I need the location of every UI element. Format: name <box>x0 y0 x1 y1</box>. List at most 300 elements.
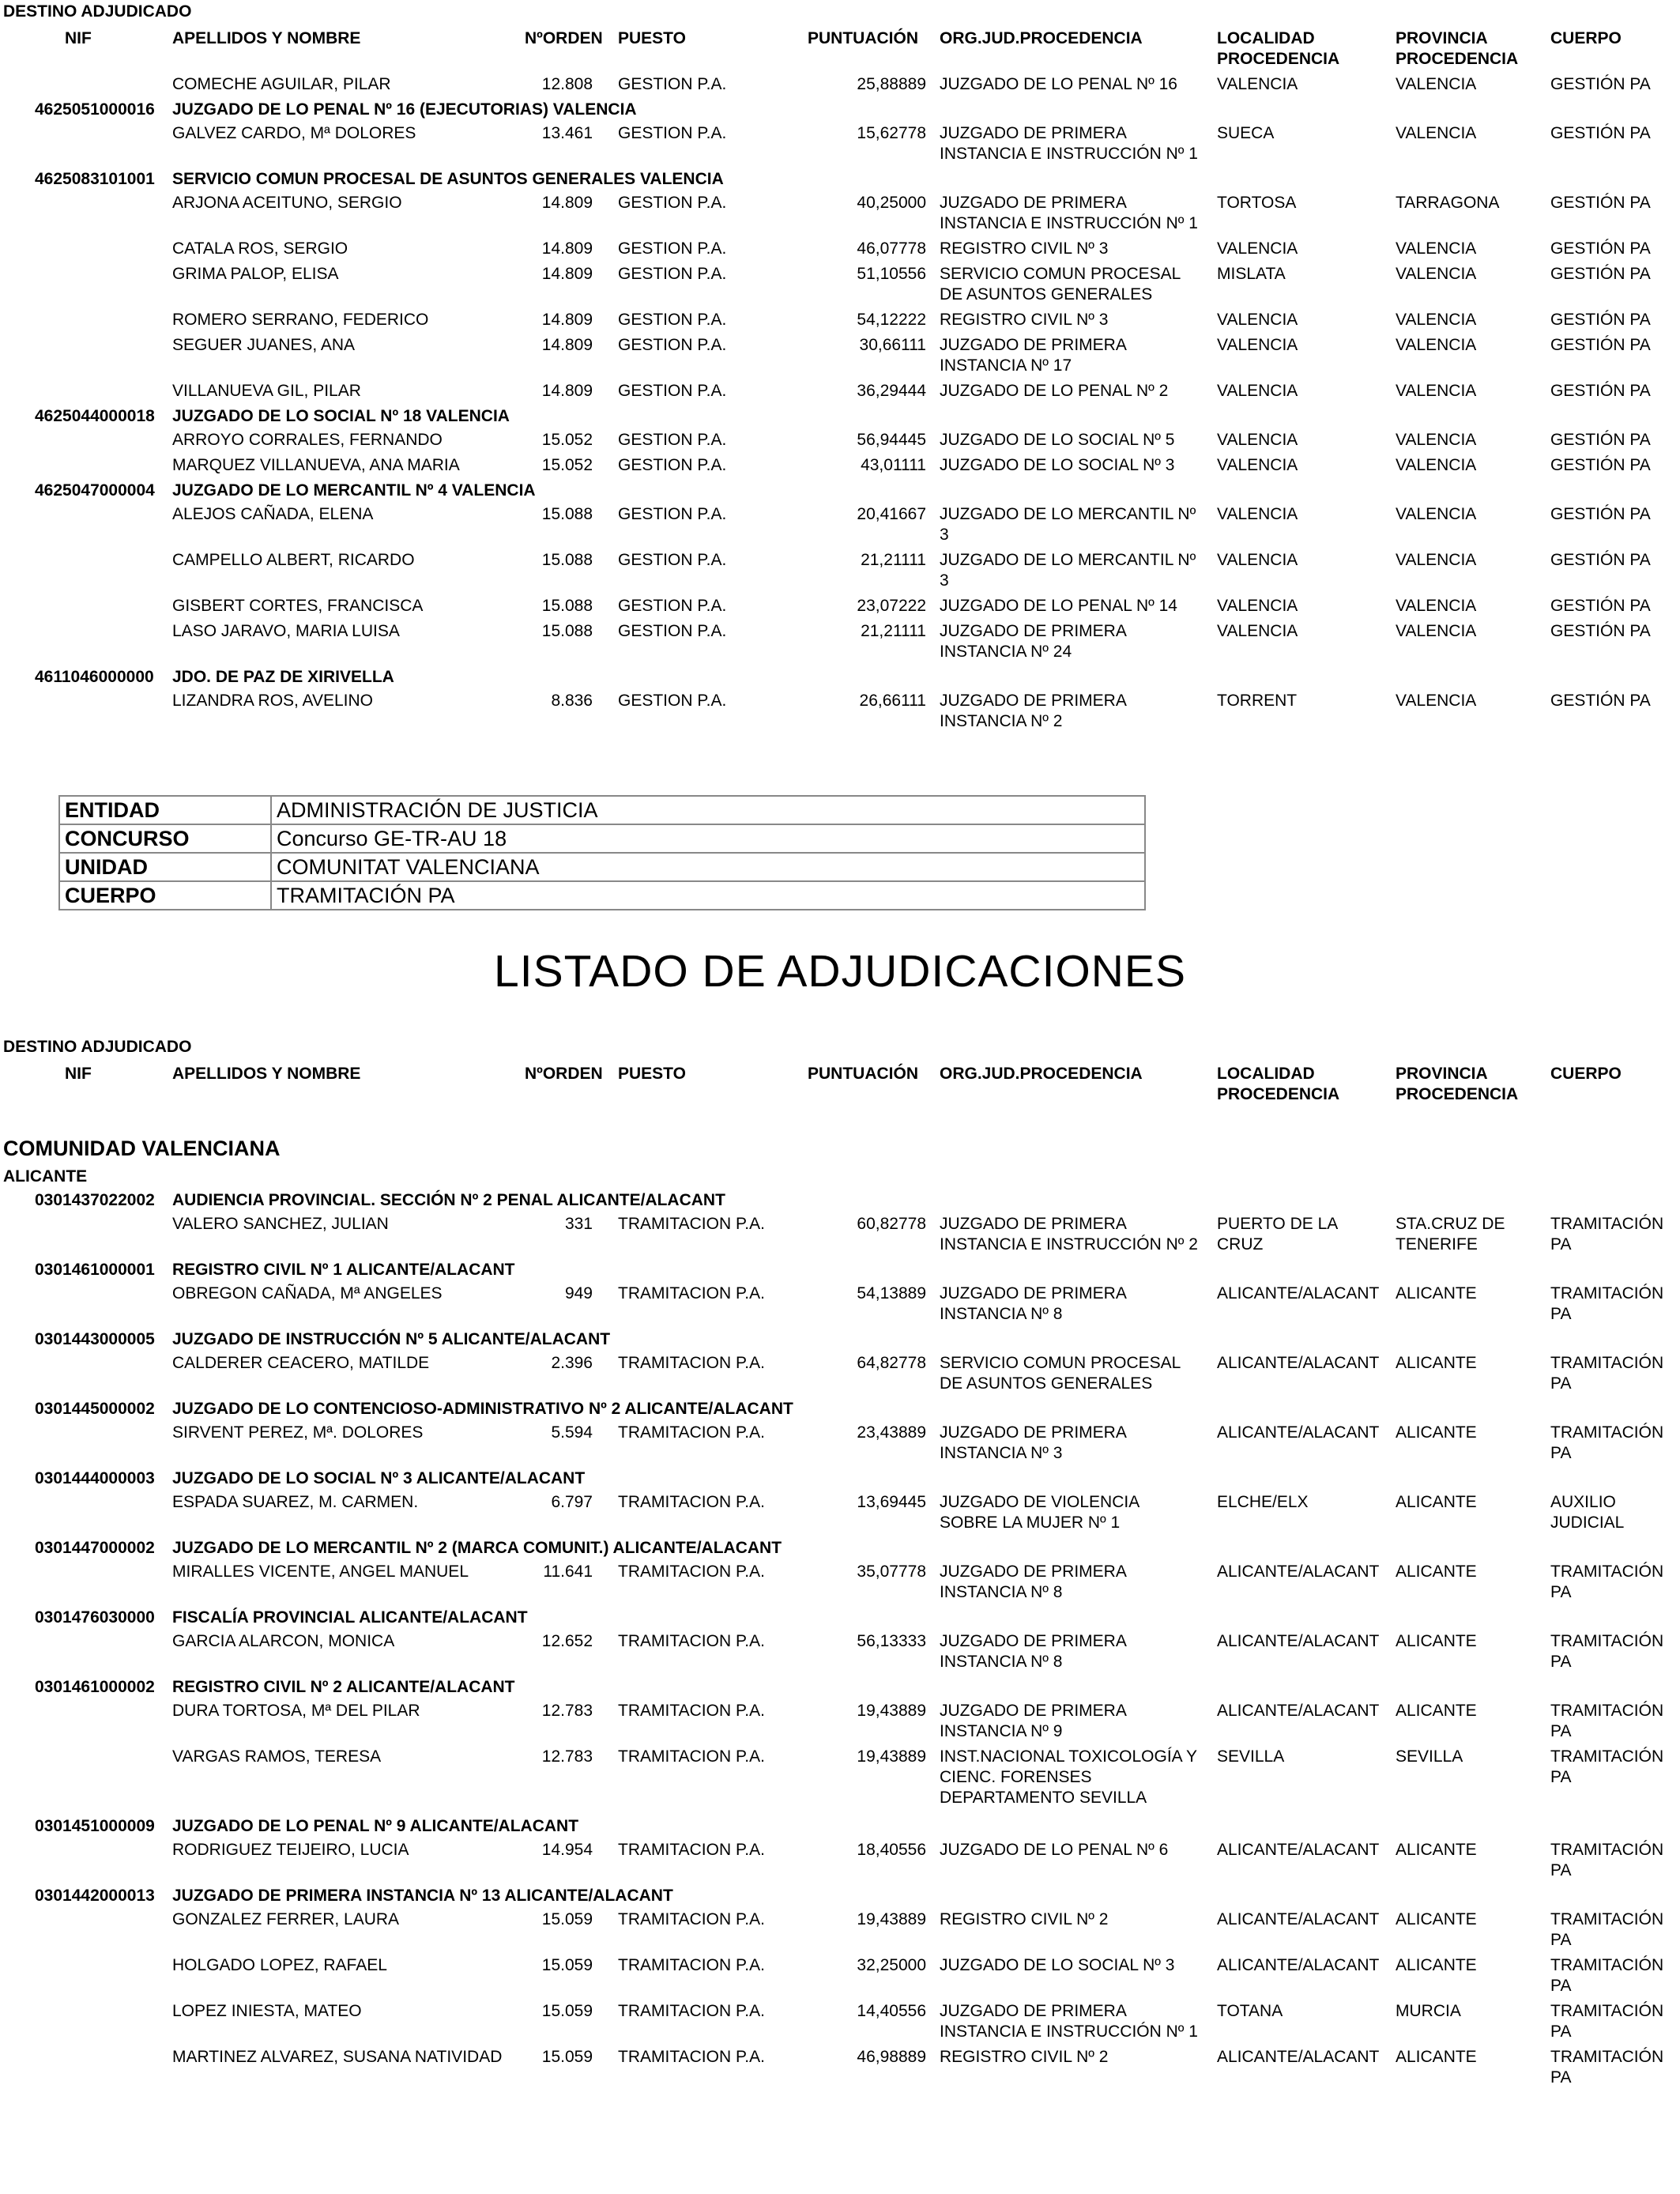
cell-puesto: TRAMITACION P.A. <box>618 1956 765 1974</box>
cell-puesto: TRAMITACION P.A. <box>618 1841 765 1859</box>
dest-nif: 0301443000005 <box>35 1330 155 1348</box>
cell-cuerpo: GESTIÓN PA <box>1550 551 1651 569</box>
cell-org: JUZGADO DE LO PENAL Nº 2 <box>940 382 1169 400</box>
cell-localidad: TOTANA <box>1217 2002 1283 2020</box>
cell-cuerpo: TRAMITACIÓN <box>1550 2048 1664 2066</box>
cell-puntuacion: 60,82778 <box>857 1215 926 1233</box>
cell-cuerpo: PA <box>1550 2068 1572 2087</box>
dest-nif: 4625047000004 <box>35 481 155 499</box>
cell-puesto: GESTION P.A. <box>618 692 727 710</box>
info-key: CONCURSO <box>59 824 271 853</box>
cell-nombre: MARQUEZ VILLANUEVA, ANA MARIA <box>172 456 460 474</box>
cell-org: INST.NACIONAL TOXICOLOGÍA Y <box>940 1747 1197 1766</box>
cell-localidad: VALENCIA <box>1217 505 1298 523</box>
region-heading: COMUNIDAD VALENCIANA <box>3 1137 281 1160</box>
cell-orden: 12.808 <box>541 75 593 93</box>
cell-nombre: VILLANUEVA GIL, PILAR <box>172 382 361 400</box>
cell-puesto: TRAMITACION P.A. <box>618 1215 765 1233</box>
cell-puesto: TRAMITACION P.A. <box>618 1702 765 1720</box>
cell-cuerpo: PA <box>1550 1235 1572 1253</box>
col-header-nombre-2: APELLIDOS Y NOMBRE <box>172 1065 361 1083</box>
dest-nif: 0301461000002 <box>35 1678 155 1696</box>
dest-nif: 0301437022002 <box>35 1191 155 1209</box>
cell-puesto: GESTION P.A. <box>618 551 727 569</box>
cell-localidad: ALICANTE/ALACANT <box>1217 1910 1380 1928</box>
cell-puesto: GESTION P.A. <box>618 311 727 329</box>
cell-orden: 12.652 <box>541 1632 593 1650</box>
cell-puesto: GESTION P.A. <box>618 124 727 142</box>
dest-nif: 0301445000002 <box>35 1400 155 1418</box>
cell-org: INSTANCIA E INSTRUCCIÓN Nº 1 <box>940 145 1198 163</box>
cell-puntuacion: 46,98889 <box>857 2048 926 2066</box>
cell-provincia: VALENCIA <box>1396 456 1477 474</box>
col-header-cuerpo-2: CUERPO <box>1550 1065 1622 1083</box>
cell-puntuacion: 25,88889 <box>857 75 926 93</box>
cell-nombre: GISBERT CORTES, FRANCISCA <box>172 597 424 615</box>
col-header-provincia-3: PROVINCIA <box>1396 1065 1488 1083</box>
cell-provincia: TARRAGONA <box>1396 194 1500 212</box>
cell-puesto: TRAMITACION P.A. <box>618 1493 765 1511</box>
cell-cuerpo: TRAMITACIÓN <box>1550 1956 1664 1974</box>
cell-provincia: VALENCIA <box>1396 505 1477 523</box>
cell-puntuacion: 40,25000 <box>857 194 926 212</box>
cell-nombre: CATALA ROS, SERGIO <box>172 239 348 258</box>
cell-orden: 14.809 <box>541 336 593 354</box>
dest-name: FISCALÍA PROVINCIAL ALICANTE/ALACANT <box>172 1608 528 1627</box>
cell-provincia: ALICANTE <box>1396 1841 1477 1859</box>
cell-org: JUZGADO DE PRIMERA <box>940 1284 1127 1302</box>
dest-nif: 0301476030000 <box>35 1608 155 1627</box>
cell-puntuacion: 35,07778 <box>857 1563 926 1581</box>
col-header-nif-2: NIF <box>65 1065 92 1083</box>
cell-cuerpo: GESTIÓN PA <box>1550 431 1651 449</box>
cell-localidad: SUECA <box>1217 124 1275 142</box>
cell-puntuacion: 36,29444 <box>857 382 926 400</box>
cell-provincia: ALICANTE <box>1396 1493 1477 1511</box>
cell-localidad: VALENCIA <box>1217 456 1298 474</box>
cell-provincia: ALICANTE <box>1396 1563 1477 1581</box>
cell-puesto: TRAMITACION P.A. <box>618 1284 765 1302</box>
cell-puntuacion: 21,21111 <box>861 622 926 640</box>
cell-localidad: ALICANTE/ALACANT <box>1217 1354 1380 1372</box>
cell-org: JUZGADO DE PRIMERA <box>940 194 1127 212</box>
cell-orden: 15.088 <box>541 551 593 569</box>
cell-cuerpo: PA <box>1550 1931 1572 1949</box>
cell-nombre: CAMPELLO ALBERT, RICARDO <box>172 551 415 569</box>
cell-puntuacion: 19,43889 <box>857 1747 926 1766</box>
cell-orden: 2.396 <box>551 1354 593 1372</box>
cell-provincia: VALENCIA <box>1396 124 1477 142</box>
cell-nombre: OBREGON CAÑADA, Mª ANGELES <box>172 1284 443 1302</box>
cell-provincia: VALENCIA <box>1396 622 1477 640</box>
cell-org: INSTANCIA E INSTRUCCIÓN Nº 2 <box>940 1235 1198 1253</box>
destino-label-2: DESTINO ADJUDICADO <box>3 1038 192 1056</box>
cell-cuerpo: PA <box>1550 1374 1572 1393</box>
cell-cuerpo: GESTIÓN PA <box>1550 75 1651 93</box>
info-row <box>59 824 1145 853</box>
col-header-cuerpo: CUERPO <box>1550 29 1622 47</box>
cell-nombre: ESPADA SUAREZ, M. CARMEN. <box>172 1493 419 1511</box>
cell-nombre: LIZANDRA ROS, AVELINO <box>172 692 374 710</box>
cell-provincia: VALENCIA <box>1396 311 1477 329</box>
col-header-provincia-2: PROCEDENCIA <box>1396 50 1519 68</box>
cell-provincia: VALENCIA <box>1396 431 1477 449</box>
cell-provincia: ALICANTE <box>1396 2048 1477 2066</box>
dest-name: JUZGADO DE LO CONTENCIOSO-ADMINISTRATIVO Nº 2 ALICANTE/ALACANT <box>172 1400 793 1418</box>
info-value: ADMINISTRACIÓN DE JUSTICIA <box>271 796 1145 824</box>
cell-cuerpo: GESTIÓN PA <box>1550 124 1651 142</box>
cell-cuerpo: TRAMITACIÓN <box>1550 1354 1664 1372</box>
cell-org: JUZGADO DE LO SOCIAL Nº 5 <box>940 431 1175 449</box>
dest-name: JUZGADO DE LO SOCIAL Nº 3 ALICANTE/ALACANT <box>172 1469 586 1487</box>
cell-puesto: GESTION P.A. <box>618 382 727 400</box>
col-header-localidad-4: PROCEDENCIA <box>1217 1085 1340 1103</box>
cell-nombre: RODRIGUEZ TEIJEIRO, LUCIA <box>172 1841 409 1859</box>
dest-name: JUZGADO DE LO MERCANTIL Nº 4 VALENCIA <box>172 481 536 499</box>
cell-cuerpo: TRAMITACIÓN <box>1550 1910 1664 1928</box>
cell-localidad: VALENCIA <box>1217 336 1298 354</box>
cell-org: JUZGADO DE PRIMERA <box>940 1423 1127 1442</box>
cell-org: JUZGADO DE PRIMERA <box>940 692 1127 710</box>
dest-name: REGISTRO CIVIL Nº 1 ALICANTE/ALACANT <box>172 1261 515 1279</box>
dest-nif: 0301461000001 <box>35 1261 155 1279</box>
cell-nombre: SEGUER JUANES, ANA <box>172 336 356 354</box>
cell-provincia: ALICANTE <box>1396 1702 1477 1720</box>
cell-localidad: PUERTO DE LA <box>1217 1215 1339 1233</box>
cell-cuerpo: PA <box>1550 1583 1572 1601</box>
cell-puntuacion: 20,41667 <box>857 505 926 523</box>
cell-localidad: ALICANTE/ALACANT <box>1217 1632 1380 1650</box>
cell-nombre: VARGAS RAMOS, TERESA <box>172 1747 382 1766</box>
col-header-localidad-3: LOCALIDAD <box>1217 1065 1315 1083</box>
cell-cuerpo: PA <box>1550 1768 1572 1786</box>
cell-provincia: SEVILLA <box>1396 1747 1463 1766</box>
cell-orden: 5.594 <box>551 1423 593 1442</box>
cell-cuerpo: GESTIÓN PA <box>1550 382 1651 400</box>
cell-nombre: GALVEZ CARDO, Mª DOLORES <box>172 124 416 142</box>
cell-cuerpo: TRAMITACIÓN <box>1550 1284 1664 1302</box>
cell-puntuacion: 32,25000 <box>857 1956 926 1974</box>
cell-localidad: MISLATA <box>1217 265 1286 283</box>
cell-puntuacion: 43,01111 <box>861 456 926 474</box>
dest-name: JDO. DE PAZ DE XIRIVELLA <box>172 668 394 686</box>
cell-puesto: TRAMITACION P.A. <box>618 1910 765 1928</box>
info-key: UNIDAD <box>59 853 271 881</box>
cell-org: JUZGADO DE PRIMERA <box>940 336 1127 354</box>
cell-localidad: ALICANTE/ALACANT <box>1217 1563 1380 1581</box>
dest-nif: 0301442000013 <box>35 1887 155 1905</box>
cell-cuerpo: GESTIÓN PA <box>1550 265 1651 283</box>
cell-localidad: ELCHE/ELX <box>1217 1493 1309 1511</box>
cell-orden: 15.052 <box>541 431 593 449</box>
cell-orden: 15.052 <box>541 456 593 474</box>
cell-org: JUZGADO DE PRIMERA <box>940 1702 1127 1720</box>
col-header-provincia-4: PROCEDENCIA <box>1396 1085 1519 1103</box>
cell-puntuacion: 23,43889 <box>857 1423 926 1442</box>
cell-localidad: VALENCIA <box>1217 382 1298 400</box>
dest-nif: 4611046000000 <box>35 668 154 686</box>
cell-localidad: CRUZ <box>1217 1235 1264 1253</box>
cell-puesto: TRAMITACION P.A. <box>618 2002 765 2020</box>
dest-nif: 4625044000018 <box>35 407 155 425</box>
cell-localidad: VALENCIA <box>1217 311 1298 329</box>
col-header-orden-2: NºORDEN <box>525 1065 603 1083</box>
cell-orden: 331 <box>564 1215 593 1233</box>
cell-puntuacion: 21,21111 <box>861 551 926 569</box>
cell-cuerpo: TRAMITACIÓN <box>1550 1423 1664 1442</box>
cell-org: INSTANCIA Nº 9 <box>940 1722 1063 1740</box>
cell-org: REGISTRO CIVIL Nº 3 <box>940 239 1109 258</box>
cell-org: INSTANCIA Nº 17 <box>940 356 1072 375</box>
col-header-orden: NºORDEN <box>525 29 603 47</box>
cell-provincia: TENERIFE <box>1396 1235 1478 1253</box>
cell-org: DE ASUNTOS GENERALES <box>940 1374 1153 1393</box>
cell-localidad: ALICANTE/ALACANT <box>1217 1956 1380 1974</box>
cell-provincia: MURCIA <box>1396 2002 1461 2020</box>
dest-name: SERVICIO COMUN PROCESAL DE ASUNTOS GENERALES VALENCIA <box>172 170 724 188</box>
dest-name: JUZGADO DE LO MERCANTIL Nº 2 (MARCA COMUNIT.) ALICANTE/ALACANT <box>172 1539 782 1557</box>
cell-nombre: LASO JARAVO, MARIA LUISA <box>172 622 400 640</box>
cell-puntuacion: 56,13333 <box>857 1632 926 1650</box>
cell-cuerpo: PA <box>1550 1653 1572 1671</box>
cell-puesto: TRAMITACION P.A. <box>618 1747 765 1766</box>
cell-org: JUZGADO DE LO MERCANTIL Nº <box>940 505 1196 523</box>
cell-orden: 11.641 <box>543 1563 593 1581</box>
cell-puntuacion: 54,12222 <box>857 311 926 329</box>
page-title: LISTADO DE ADJUDICACIONES <box>494 946 1186 997</box>
info-value: Concurso GE-TR-AU 18 <box>271 824 1145 853</box>
cell-cuerpo: GESTIÓN PA <box>1550 194 1651 212</box>
col-header-localidad: LOCALIDAD <box>1217 29 1315 47</box>
cell-cuerpo: GESTIÓN PA <box>1550 597 1651 615</box>
cell-puesto: GESTION P.A. <box>618 239 727 258</box>
cell-nombre: COMECHE AGUILAR, PILAR <box>172 75 391 93</box>
info-value: TRAMITACIÓN PA <box>271 881 1145 910</box>
cell-puesto: TRAMITACION P.A. <box>618 1423 765 1442</box>
cell-org: JUZGADO DE LO MERCANTIL Nº <box>940 551 1196 569</box>
cell-nombre: HOLGADO LOPEZ, RAFAEL <box>172 1956 387 1974</box>
cell-localidad: ALICANTE/ALACANT <box>1217 1284 1380 1302</box>
cell-cuerpo: GESTIÓN PA <box>1550 692 1651 710</box>
cell-org: 3 <box>940 526 949 544</box>
cell-provincia: VALENCIA <box>1396 75 1477 93</box>
dest-nif: 0301451000009 <box>35 1817 155 1835</box>
cell-org: JUZGADO DE LO PENAL Nº 6 <box>940 1841 1169 1859</box>
cell-org: SOBRE LA MUJER Nº 1 <box>940 1514 1121 1532</box>
cell-orden: 15.059 <box>541 2048 593 2066</box>
dest-nif: 4625051000016 <box>35 100 155 119</box>
info-value: COMUNITAT VALENCIANA <box>271 853 1145 881</box>
cell-puntuacion: 19,43889 <box>857 1702 926 1720</box>
col-header-provincia: PROVINCIA <box>1396 29 1488 47</box>
cell-cuerpo: PA <box>1550 1444 1572 1462</box>
cell-localidad: ALICANTE/ALACANT <box>1217 1423 1380 1442</box>
cell-cuerpo: GESTIÓN PA <box>1550 456 1651 474</box>
info-row <box>59 796 1145 824</box>
col-header-localidad-2: PROCEDENCIA <box>1217 50 1340 68</box>
cell-localidad: SEVILLA <box>1217 1747 1285 1766</box>
cell-org: JUZGADO DE VIOLENCIA <box>940 1493 1140 1511</box>
cell-cuerpo: TRAMITACIÓN <box>1550 1702 1664 1720</box>
cell-orden: 949 <box>564 1284 593 1302</box>
cell-puesto: GESTION P.A. <box>618 622 727 640</box>
col-header-nif: NIF <box>65 29 92 47</box>
cell-puntuacion: 26,66111 <box>859 692 926 710</box>
cell-puntuacion: 30,66111 <box>859 336 926 354</box>
col-header-puesto-2: PUESTO <box>618 1065 686 1083</box>
cell-cuerpo: PA <box>1550 1977 1572 1995</box>
cell-org: JUZGADO DE PRIMERA <box>940 622 1127 640</box>
col-header-org-2: ORG.JUD.PROCEDENCIA <box>940 1065 1143 1083</box>
info-row <box>59 881 1145 910</box>
cell-puesto: TRAMITACION P.A. <box>618 1354 765 1372</box>
cell-org: INSTANCIA Nº 8 <box>940 1653 1063 1671</box>
cell-orden: 12.783 <box>541 1702 593 1720</box>
cell-orden: 14.954 <box>541 1841 593 1859</box>
cell-cuerpo: TRAMITACIÓN <box>1550 1632 1664 1650</box>
cell-puntuacion: 13,69445 <box>857 1493 926 1511</box>
cell-orden: 15.088 <box>541 505 593 523</box>
cell-cuerpo: AUXILIO <box>1550 1493 1616 1511</box>
dest-name: AUDIENCIA PROVINCIAL. SECCIÓN Nº 2 PENAL ALICANTE/ALACANT <box>172 1191 725 1209</box>
cell-cuerpo: TRAMITACIÓN <box>1550 1215 1664 1233</box>
col-header-nombre: APELLIDOS Y NOMBRE <box>172 29 361 47</box>
cell-org: JUZGADO DE LO PENAL Nº 14 <box>940 597 1177 615</box>
cell-orden: 15.059 <box>541 1910 593 1928</box>
cell-cuerpo: GESTIÓN PA <box>1550 505 1651 523</box>
cell-localidad: VALENCIA <box>1217 622 1298 640</box>
provincia-heading: ALICANTE <box>3 1167 88 1186</box>
cell-nombre: MIRALLES VICENTE, ANGEL MANUEL <box>172 1563 469 1581</box>
cell-cuerpo: PA <box>1550 2022 1572 2041</box>
cell-puesto: TRAMITACION P.A. <box>618 2048 765 2066</box>
cell-orden: 15.059 <box>541 1956 593 1974</box>
cell-orden: 14.809 <box>541 265 593 283</box>
cell-provincia: VALENCIA <box>1396 382 1477 400</box>
cell-nombre: ALEJOS CAÑADA, ELENA <box>172 505 374 523</box>
cell-nombre: ROMERO SERRANO, FEDERICO <box>172 311 429 329</box>
cell-orden: 12.783 <box>541 1747 593 1766</box>
cell-nombre: VALERO SANCHEZ, JULIAN <box>172 1215 389 1233</box>
cell-org: CIENC. FORENSES <box>940 1768 1092 1786</box>
cell-puesto: GESTION P.A. <box>618 75 727 93</box>
cell-nombre: ARJONA ACEITUNO, SERGIO <box>172 194 402 212</box>
cell-puntuacion: 64,82778 <box>857 1354 926 1372</box>
cell-org: JUZGADO DE PRIMERA <box>940 1632 1127 1650</box>
cell-provincia: ALICANTE <box>1396 1956 1477 1974</box>
cell-localidad: ALICANTE/ALACANT <box>1217 1702 1380 1720</box>
cell-org: INSTANCIA E INSTRUCCIÓN Nº 1 <box>940 2022 1198 2041</box>
col-header-puesto: PUESTO <box>618 29 686 47</box>
cell-org: 3 <box>940 571 949 590</box>
info-key: ENTIDAD <box>59 796 271 824</box>
cell-nombre: LOPEZ INIESTA, MATEO <box>172 2002 362 2020</box>
dest-name: JUZGADO DE LO PENAL Nº 16 (EJECUTORIAS) VALENCIA <box>172 100 637 119</box>
cell-localidad: VALENCIA <box>1217 551 1298 569</box>
cell-puesto: GESTION P.A. <box>618 597 727 615</box>
cell-cuerpo: GESTIÓN PA <box>1550 336 1651 354</box>
cell-org: JUZGADO DE LO SOCIAL Nº 3 <box>940 456 1175 474</box>
cell-nombre: GRIMA PALOP, ELISA <box>172 265 339 283</box>
cell-orden: 15.088 <box>541 597 593 615</box>
cell-cuerpo: TRAMITACIÓN <box>1550 1563 1664 1581</box>
col-header-puntuacion-2: PUNTUACIÓN <box>808 1065 918 1083</box>
cell-org: INSTANCIA Nº 2 <box>940 712 1063 730</box>
cell-provincia: VALENCIA <box>1396 239 1477 258</box>
cell-orden: 15.059 <box>541 2002 593 2020</box>
cell-orden: 14.809 <box>541 311 593 329</box>
col-header-org: ORG.JUD.PROCEDENCIA <box>940 29 1143 47</box>
cell-cuerpo: PA <box>1550 1305 1572 1323</box>
cell-org: JUZGADO DE LO SOCIAL Nº 3 <box>940 1956 1175 1974</box>
cell-orden: 15.088 <box>541 622 593 640</box>
cell-localidad: ALICANTE/ALACANT <box>1217 2048 1380 2066</box>
cell-orden: 14.809 <box>541 194 593 212</box>
cell-localidad: VALENCIA <box>1217 239 1298 258</box>
dest-nif: 0301444000003 <box>35 1469 155 1487</box>
col-header-puntuacion: PUNTUACIÓN <box>808 29 918 47</box>
cell-puntuacion: 15,62778 <box>857 124 926 142</box>
destino-label: DESTINO ADJUDICADO <box>3 2 192 21</box>
cell-org: INSTANCIA Nº 8 <box>940 1583 1063 1601</box>
cell-puesto: GESTION P.A. <box>618 336 727 354</box>
cell-org: REGISTRO CIVIL Nº 2 <box>940 2048 1109 2066</box>
cell-org: REGISTRO CIVIL Nº 2 <box>940 1910 1109 1928</box>
cell-localidad: TORTOSA <box>1217 194 1297 212</box>
cell-provincia: ALICANTE <box>1396 1423 1477 1442</box>
cell-puntuacion: 19,43889 <box>857 1910 926 1928</box>
cell-puntuacion: 54,13889 <box>857 1284 926 1302</box>
cell-puesto: GESTION P.A. <box>618 456 727 474</box>
cell-puntuacion: 51,10556 <box>857 265 926 283</box>
cell-org: SERVICIO COMUN PROCESAL <box>940 265 1181 283</box>
cell-provincia: VALENCIA <box>1396 265 1477 283</box>
dest-name: JUZGADO DE PRIMERA INSTANCIA Nº 13 ALICANTE/ALACANT <box>172 1887 673 1905</box>
cell-org: SERVICIO COMUN PROCESAL <box>940 1354 1181 1372</box>
cell-provincia: STA.CRUZ DE <box>1396 1215 1505 1233</box>
cell-cuerpo: PA <box>1550 1861 1572 1879</box>
cell-puesto: GESTION P.A. <box>618 194 727 212</box>
cell-org: JUZGADO DE PRIMERA <box>940 2002 1127 2020</box>
cell-cuerpo: PA <box>1550 1722 1572 1740</box>
cell-orden: 14.809 <box>541 382 593 400</box>
cell-localidad: VALENCIA <box>1217 75 1298 93</box>
cell-nombre: SIRVENT PEREZ, Mª. DOLORES <box>172 1423 424 1442</box>
cell-orden: 6.797 <box>551 1493 593 1511</box>
cell-puntuacion: 18,40556 <box>857 1841 926 1859</box>
cell-puntuacion: 14,40556 <box>857 2002 926 2020</box>
cell-org: INSTANCIA Nº 3 <box>940 1444 1063 1462</box>
cell-org: INSTANCIA Nº 8 <box>940 1305 1063 1323</box>
cell-cuerpo: TRAMITACIÓN <box>1550 1747 1664 1766</box>
cell-puntuacion: 46,07778 <box>857 239 926 258</box>
dest-nif: 0301447000002 <box>35 1539 155 1557</box>
cell-org: JUZGADO DE PRIMERA <box>940 1215 1127 1233</box>
dest-name: JUZGADO DE INSTRUCCIÓN Nº 5 ALICANTE/ALACANT <box>172 1330 611 1348</box>
cell-org: DE ASUNTOS GENERALES <box>940 285 1153 303</box>
cell-org: JUZGADO DE LO PENAL Nº 16 <box>940 75 1177 93</box>
cell-provincia: ALICANTE <box>1396 1284 1477 1302</box>
cell-puesto: TRAMITACION P.A. <box>618 1632 765 1650</box>
cell-provincia: ALICANTE <box>1396 1910 1477 1928</box>
cell-provincia: VALENCIA <box>1396 597 1477 615</box>
cell-cuerpo: GESTIÓN PA <box>1550 311 1651 329</box>
dest-name: JUZGADO DE LO SOCIAL Nº 18 VALENCIA <box>172 407 510 425</box>
cell-nombre: DURA TORTOSA, Mª DEL PILAR <box>172 1702 420 1720</box>
cell-provincia: VALENCIA <box>1396 692 1477 710</box>
cell-localidad: TORRENT <box>1217 692 1298 710</box>
cell-nombre: ARROYO CORRALES, FERNANDO <box>172 431 443 449</box>
